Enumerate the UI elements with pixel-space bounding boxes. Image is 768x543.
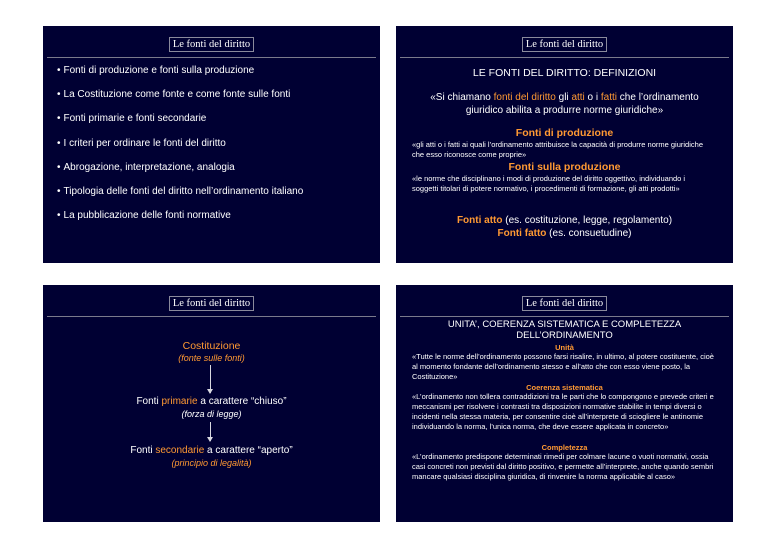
fonti-atto-fatto: Fonti atto (es. costituzione, legge, regolamento) Fonti fatto (es. consuetudine) (456, 215, 673, 239)
keyword-fonti-fatto: Fonti fatto (497, 228, 547, 239)
keyword-fonti-atto: Fonti atto (456, 215, 503, 226)
list-item: • Fonti primarie e fonti secondarie (57, 112, 303, 136)
definition-text: «Si chiamano fonti del diritto gli atti o i fatti che l’ordinamento giuridico abilita a produrre norme giuridiche» (430, 92, 699, 116)
list-item: • I criteri per ordinare le fonti del diritto (57, 137, 303, 161)
fonti-primarie-label: Fonti primarie a carattere “chiuso” (136, 396, 287, 407)
down-arrow-icon (210, 365, 211, 393)
coerenza-title: Coerenza sistematica (526, 383, 603, 392)
list-item: • La Costituzione come fonte e come fonte sulle fonti (57, 88, 303, 112)
fonti-secondarie-sublabel: (principio di legalità) (171, 458, 252, 468)
title-divider (47, 57, 376, 58)
fonti-di-produzione-title: Fonti di produzione (515, 127, 614, 139)
list-item: • La pubblicazione delle fonti normative (57, 209, 303, 233)
costituzione-label: Costituzione (182, 340, 241, 352)
fonti-primarie-sublabel: (forza di legge) (181, 409, 242, 419)
list-item: • Tipologia delle fonti del diritto nell’ordinamento italiano (57, 185, 303, 209)
topic-list (57, 64, 303, 233)
keyword-atti: atti (571, 92, 585, 103)
list-item: • Fonti di produzione e fonti sulla produzione (57, 64, 303, 88)
slide-3 (43, 285, 380, 522)
keyword-fatti: fatti (600, 92, 618, 103)
completezza-title: Completezza (541, 443, 588, 452)
list-item: • Abrogazione, interpretazione, analogia (57, 161, 303, 185)
fonti-sulla-produzione-text: «le norme che disciplinano i modi di produzione del diritto oggettivo, individuando i soggetti titolari di potere normativo, i procedimenti di formazione, gli atti prodotti» (412, 174, 686, 193)
down-arrow-icon (210, 422, 211, 441)
unita-title: Unità (555, 343, 574, 352)
costituzione-sublabel: (fonte sulle fonti) (178, 353, 245, 363)
fonti-di-produzione-text: «gli atti o i fatti ai quali l’ordinamento attribuisce la capacità di produrre norme giuridiche che esso riconosce come proprie» (412, 140, 703, 159)
slide-1 (43, 26, 380, 263)
keyword-fonti-del-diritto: fonti del diritto (493, 92, 556, 103)
slide-4 (396, 285, 733, 522)
fonti-secondarie-label: Fonti secondarie a carattere “aperto” (130, 445, 293, 456)
fonti-sulla-produzione-title: Fonti sulla produzione (508, 161, 621, 173)
title-divider (400, 316, 729, 317)
slide-title: Le fonti del diritto (169, 37, 254, 52)
section-heading: UNITA’, COERENZA SISTEMATICA E COMPLETEZZA DELL’ORDINAMENTO (447, 319, 682, 341)
title-divider (47, 316, 376, 317)
slide-title: Le fonti del diritto (169, 296, 254, 311)
slide-title: Le fonti del diritto (522, 37, 607, 52)
coerenza-text: «L’ordinamento non tollera contraddizioni tra le parti che lo compongono e prevede criteri e meccanismi per risolvere i contrasti tra disposizioni normative stabilite in tempi diversi o incidenti nella stessa materia, per consentire cioè all’interprete di sciogliere le antinomie individuando la norma, l’unica norma, che deve essere applicata in concreto» (412, 392, 714, 431)
title-divider (400, 57, 729, 58)
definitions-heading: LE FONTI DEL DIRITTO: DEFINIZIONI (472, 67, 657, 79)
slide-2 (396, 26, 733, 263)
unita-text: «Tutte le norme dell’ordinamento possono farsi risalire, in ultimo, al potere costituente, cioè al momento fondante dell’ordinamento stesso e all’atto che con esso viene posto, la Costituzione» (412, 352, 714, 381)
slide-title: Le fonti del diritto (522, 296, 607, 311)
completezza-text: «L’ordinamento predispone determinati rimedi per colmare lacune o vuoti normativi, ossia casi concreti non previsti dal diritto positivo, e permette all’interprete, anche quando sembri mancare qualsiasi disciplina giuridica, di rinvenire la norma applicabile al caso» (412, 452, 714, 481)
